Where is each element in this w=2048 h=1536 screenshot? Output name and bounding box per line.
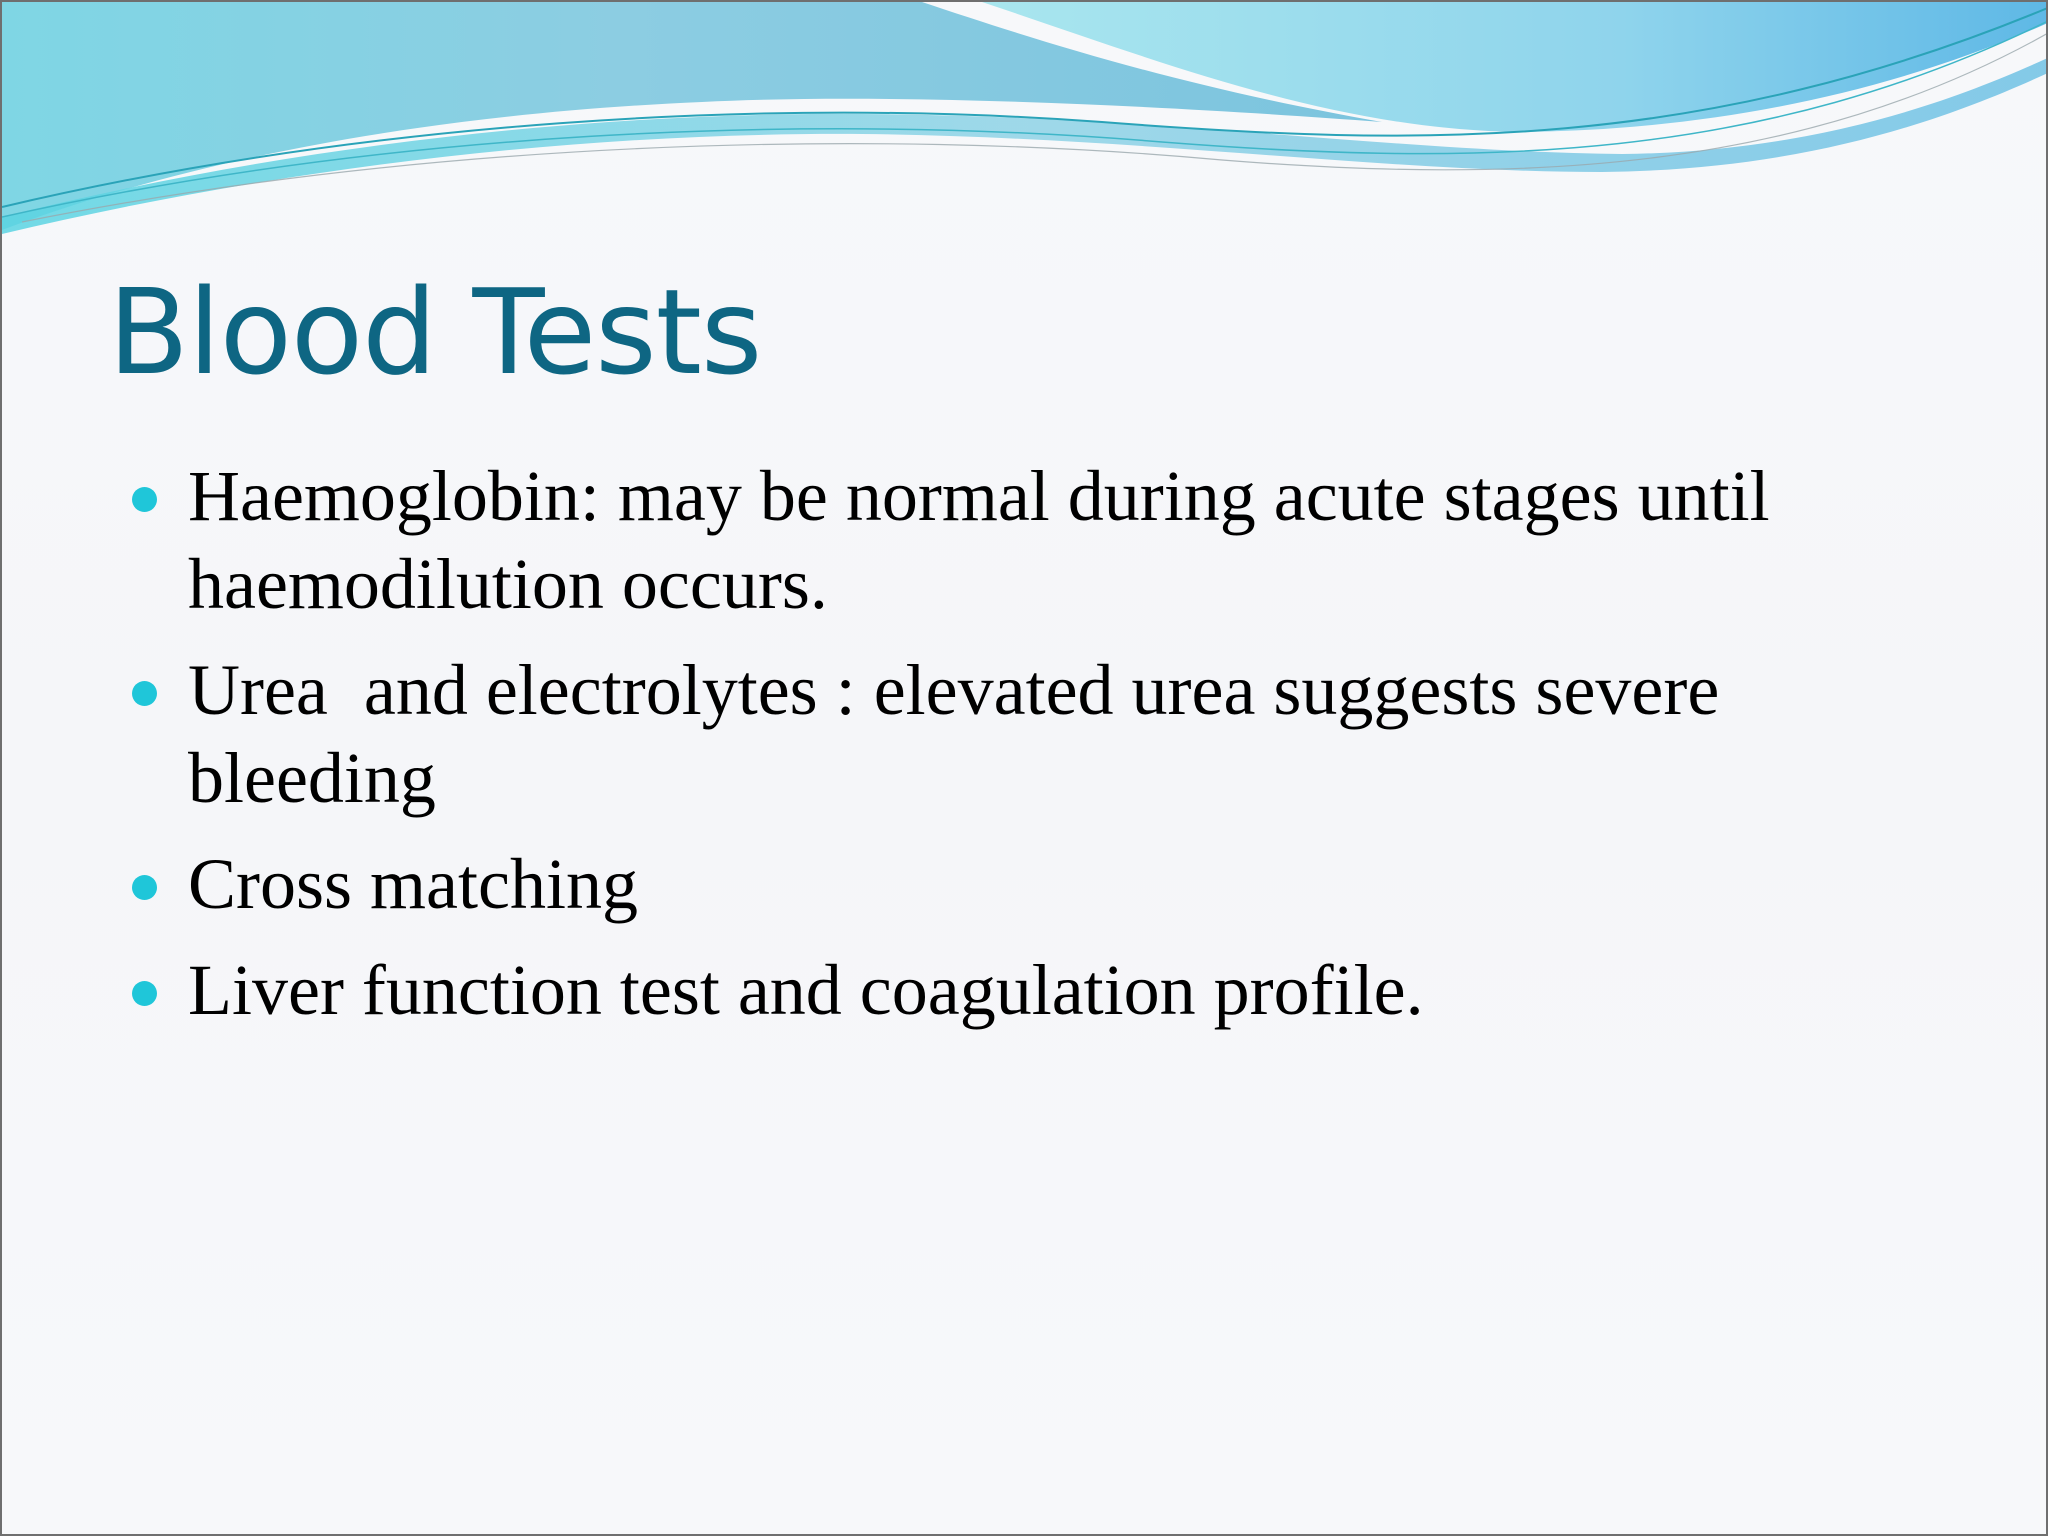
slide-title: Blood Tests bbox=[108, 263, 762, 401]
header-wave-decoration bbox=[2, 2, 2048, 242]
bullet-list bbox=[132, 452, 1932, 1052]
bullet-dot-icon bbox=[132, 487, 157, 512]
bullet-text: Liver function test and coagulation profile. bbox=[188, 950, 1424, 1030]
bullet-dot-icon bbox=[132, 681, 157, 706]
bullet-text: Urea and electrolytes : elevated urea suggests severe bleeding bbox=[188, 650, 1738, 818]
bullet-dot-icon bbox=[132, 875, 157, 900]
bullet-text: Haemoglobin: may be normal during acute stages until haemodilution occurs. bbox=[188, 456, 1788, 624]
bullet-item bbox=[132, 452, 1932, 628]
bullet-dot-icon bbox=[132, 981, 157, 1006]
wave-band-right bbox=[982, 2, 2048, 132]
bullet-item bbox=[132, 646, 1932, 822]
bullet-item bbox=[132, 840, 1932, 928]
bullet-text: Cross matching bbox=[188, 844, 638, 924]
bullet-item bbox=[132, 946, 1932, 1034]
